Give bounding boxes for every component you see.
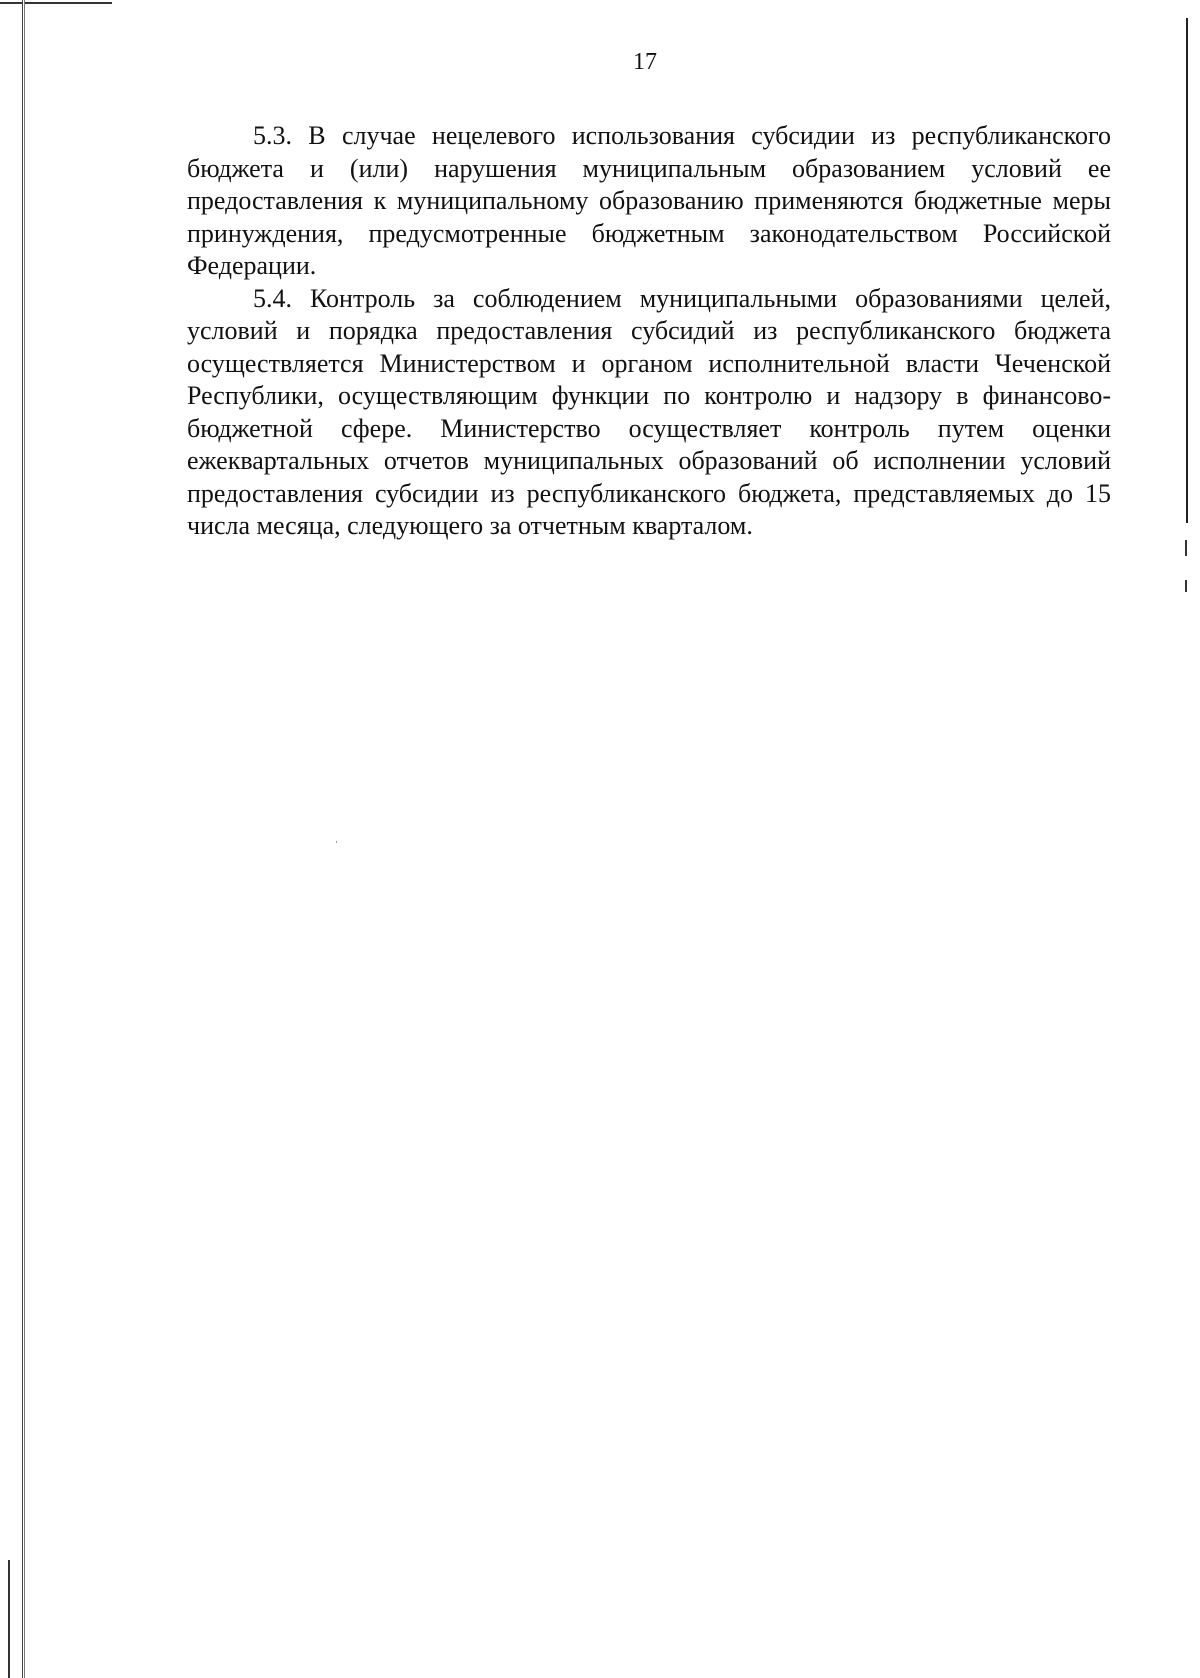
scan-border-left-bottom: [8, 1560, 10, 1678]
scan-border-top: [0, 2, 112, 4]
paragraph-5-4: 5.4. Контроль за соблюдением муниципальными образованиями целей, условий и порядка предоставления субсидий из республиканского бюджета осуществляется Министерством и органом исполнительной власти Чеченской Республики, осуществляющим функции по контролю и надзору в финансово-бюджетной сфере. Министерство осуществляет контроль путем оценки ежеквартальных отчетов муниципальных образований об исполнении условий предоставления субсидии из республиканского бюджета, представляемых до 15 числа месяца, следующего за отчетным кварталом.: [187, 283, 1111, 540]
scan-border-right: [1186, 18, 1188, 523]
scan-speck: [336, 841, 337, 843]
scan-mark-right: [1185, 580, 1187, 592]
scan-mark-right: [1185, 540, 1187, 556]
paragraph-5-3: 5.3. В случае нецелевого использования субсидии из республиканского бюджета и (или) нарушения муниципальным образованием условий ее предоставления к муниципальному образованию применяются бюджетные меры принуждения, предусмотренные бюджетным законодательством Российской Федерации.: [187, 121, 1111, 280]
page-number: 17: [633, 49, 657, 75]
scan-border-left: [22, 0, 25, 1678]
document-body: [187, 120, 1111, 543]
